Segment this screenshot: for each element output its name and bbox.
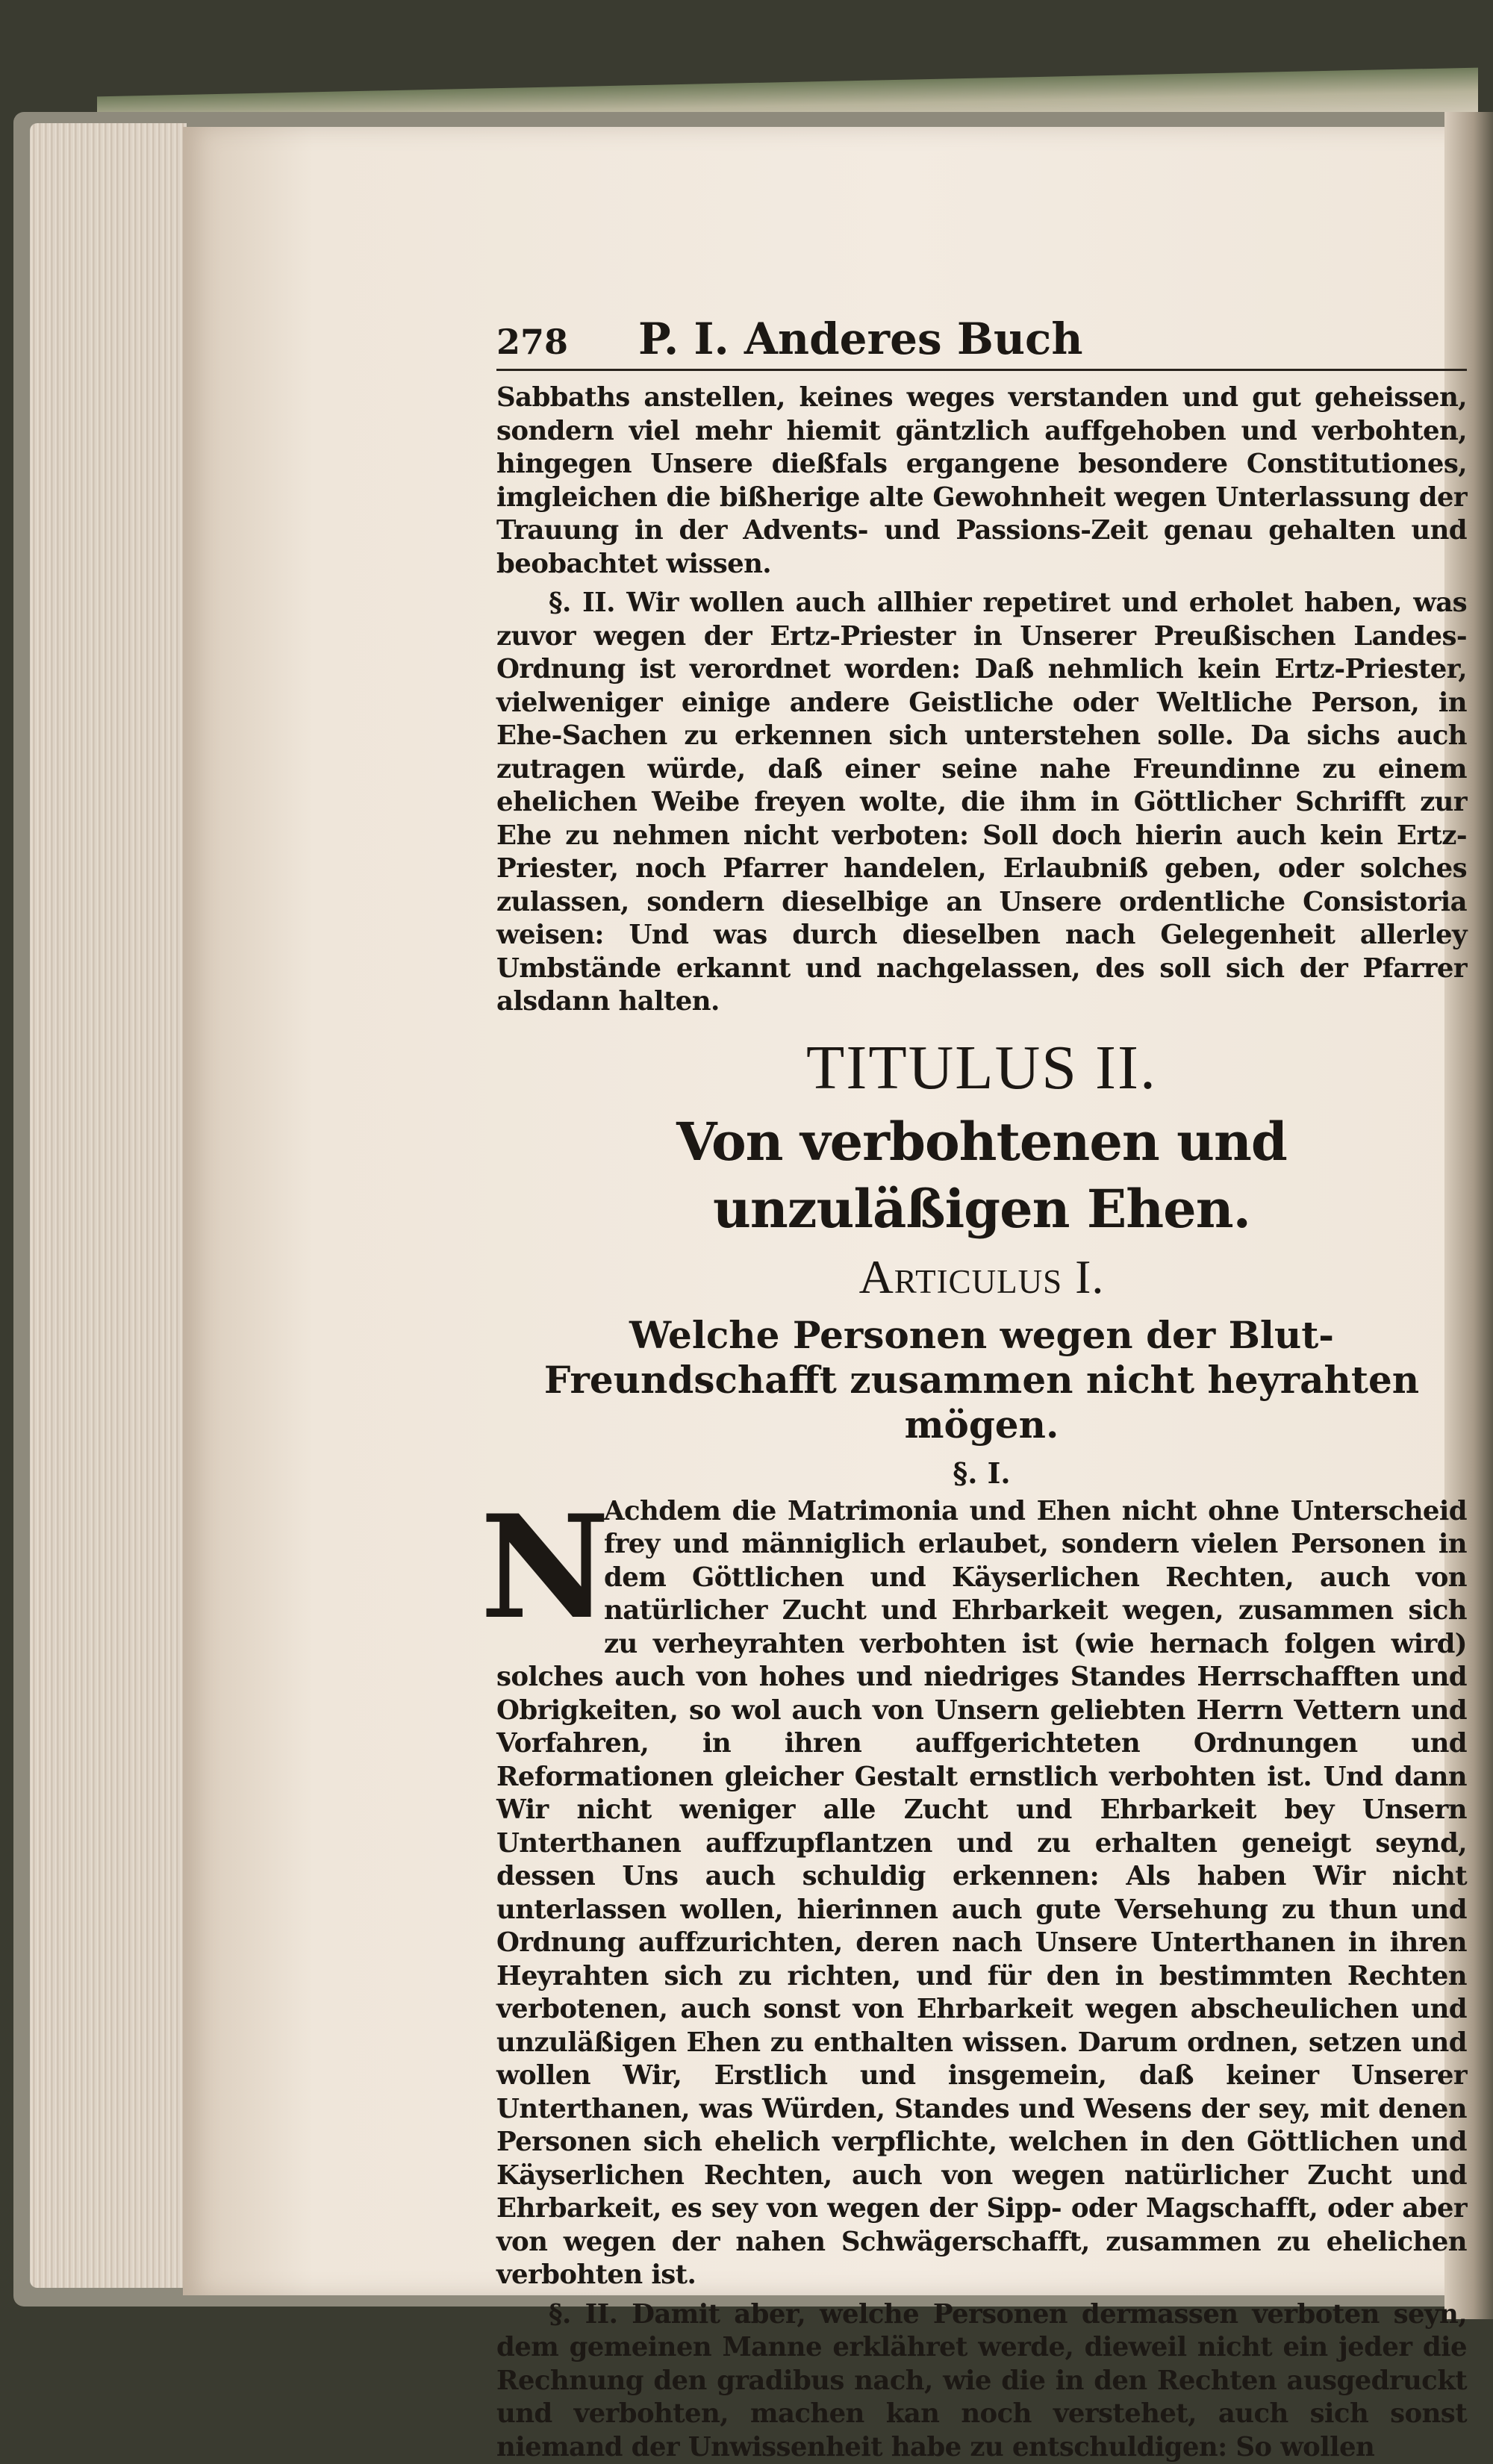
titulus-label: TITULUS II. [496,1032,1467,1104]
paragraph-sabbaths: Sabbaths anstellen, keines weges verstanden und gut geheissen, sondern viel mehr hiemit gäntzlich auffgehoben und verbohten, hingegen Unsere dießfals ergangene besondere Constitutiones, imgleichen die bißherige alte Gewohnheit wegen Unterlassung der Trauung in der Advents- und Passions-Zeit genau gehalten und beobachtet wissen. [496,381,1467,581]
running-header [496,314,1467,371]
article-body [496,1495,1467,2292]
page-edges [30,123,187,2288]
running-title: P. I. Anderes Buch [638,314,1083,364]
section-marker: §. I. [496,1455,1467,1492]
page-number: 278 [496,322,638,362]
drop-cap: N [496,1498,593,1636]
page-text [496,314,1467,2464]
articulus-title: Welche Personen wegen der Blut-Freundschafft zusammen nicht heyrahten mögen. [496,1313,1467,1447]
paragraph-section-2: §. II. Wir wollen auch allhier repetiret und erholet haben, was zuvor wegen der Ertz-Priester in Unserer Preußischen Landes-Ordnung ist verordnet worden: Daß nehmlich kein Ertz-Priester, vielweniger einige andere Geistliche oder Weltliche Person, in Ehe-Sachen zu erkennen sich unterstehen solle. Da sichs auch zutragen würde, daß einer seine nahe Freundinne zu einem ehelichen Weibe freyen wolte, die ihm in Göttlicher Schrifft zur Ehe zu nehmen nicht verboten: Soll doch hierin auch kein Ertz-Priester, noch Pfarrer handelen, Erlaubniß geben, oder solches zulassen, sondern dieselbige an Unsere ordentliche Consistoria weisen: Und was durch dieselben nach Gelegenheit allerley Umbstände erkannt und nachgelassen, des soll sich der Pfarrer alsdann halten. [496,587,1467,1019]
paragraph-damit: §. II. Damit aber, welche Personen dermassen verboten seyn, dem gemeinen Manne erklähret werde, dieweil nicht ein jeder die Rechnung den gradibus nach, wie die in den Rechten ausgedruckt und verbohten, machen kan noch verstehet, auch sich sonst niemand der Unwissenheit habe zu entschuldigen: So wollen [496,2298,1467,2464]
titulus-title: Von verbohtenen und unzuläßigen Ehen. [496,1108,1467,1243]
articulus-label: Articulus I. [496,1247,1467,1307]
paragraph-nachdem: Achdem die Matrimonia und Ehen nicht ohne Unterscheid frey und männiglich erlaubet, sondern vielen Personen in dem Göttlichen und Käyserlichen Rechten, auch von natürlicher Zucht und Ehrbarkeit wegen, zusammen sich zu verheyrahten verbohten ist (wie hernach folgen wird) solches auch von hohes und niedriges Standes Herrschafften und Obrigkeiten, so wol auch von Unsern geliebten Herrn Vettern und Vorfahren, in ihren auffgerichteten Ordnungen und Reformationen gleicher Gestalt ernstlich verbohten ist. Und dann Wir nicht weniger alle Zucht und Ehrbarkeit bey Unsern Unterthanen auffzupflantzen und zu erhalten geneigt seynd, dessen Uns auch schuldig erkennen: Als haben Wir nicht unterlassen wollen, hierinnen auch gute Versehung zu thun und Ordnung auffzurichten, deren nach Unsere Unterthanen in ihren Heyrahten sich zu richten, und für den in bestimmten Rechten verbotenen, auch sonst von Ehrbarkeit wegen abscheulichen und unzuläßigen Ehen zu enthalten wissen. Darum ordnen, setzen und wollen Wir, Erstlich und insgemein, daß keiner Unserer Unterthanen, was Würden, Standes und Wesens der sey, mit denen Personen sich ehelich verpflichte, welchen in den Göttlichen und Käyserlichen Rechten, auch von wegen natürlicher Zucht und Ehrbarkeit, es sey von wegen der Sipp- oder Magschafft, oder aber von wegen der nahen Schwägerschafft, zusammen zu ehelichen verbohten ist. [496,1495,1467,2292]
